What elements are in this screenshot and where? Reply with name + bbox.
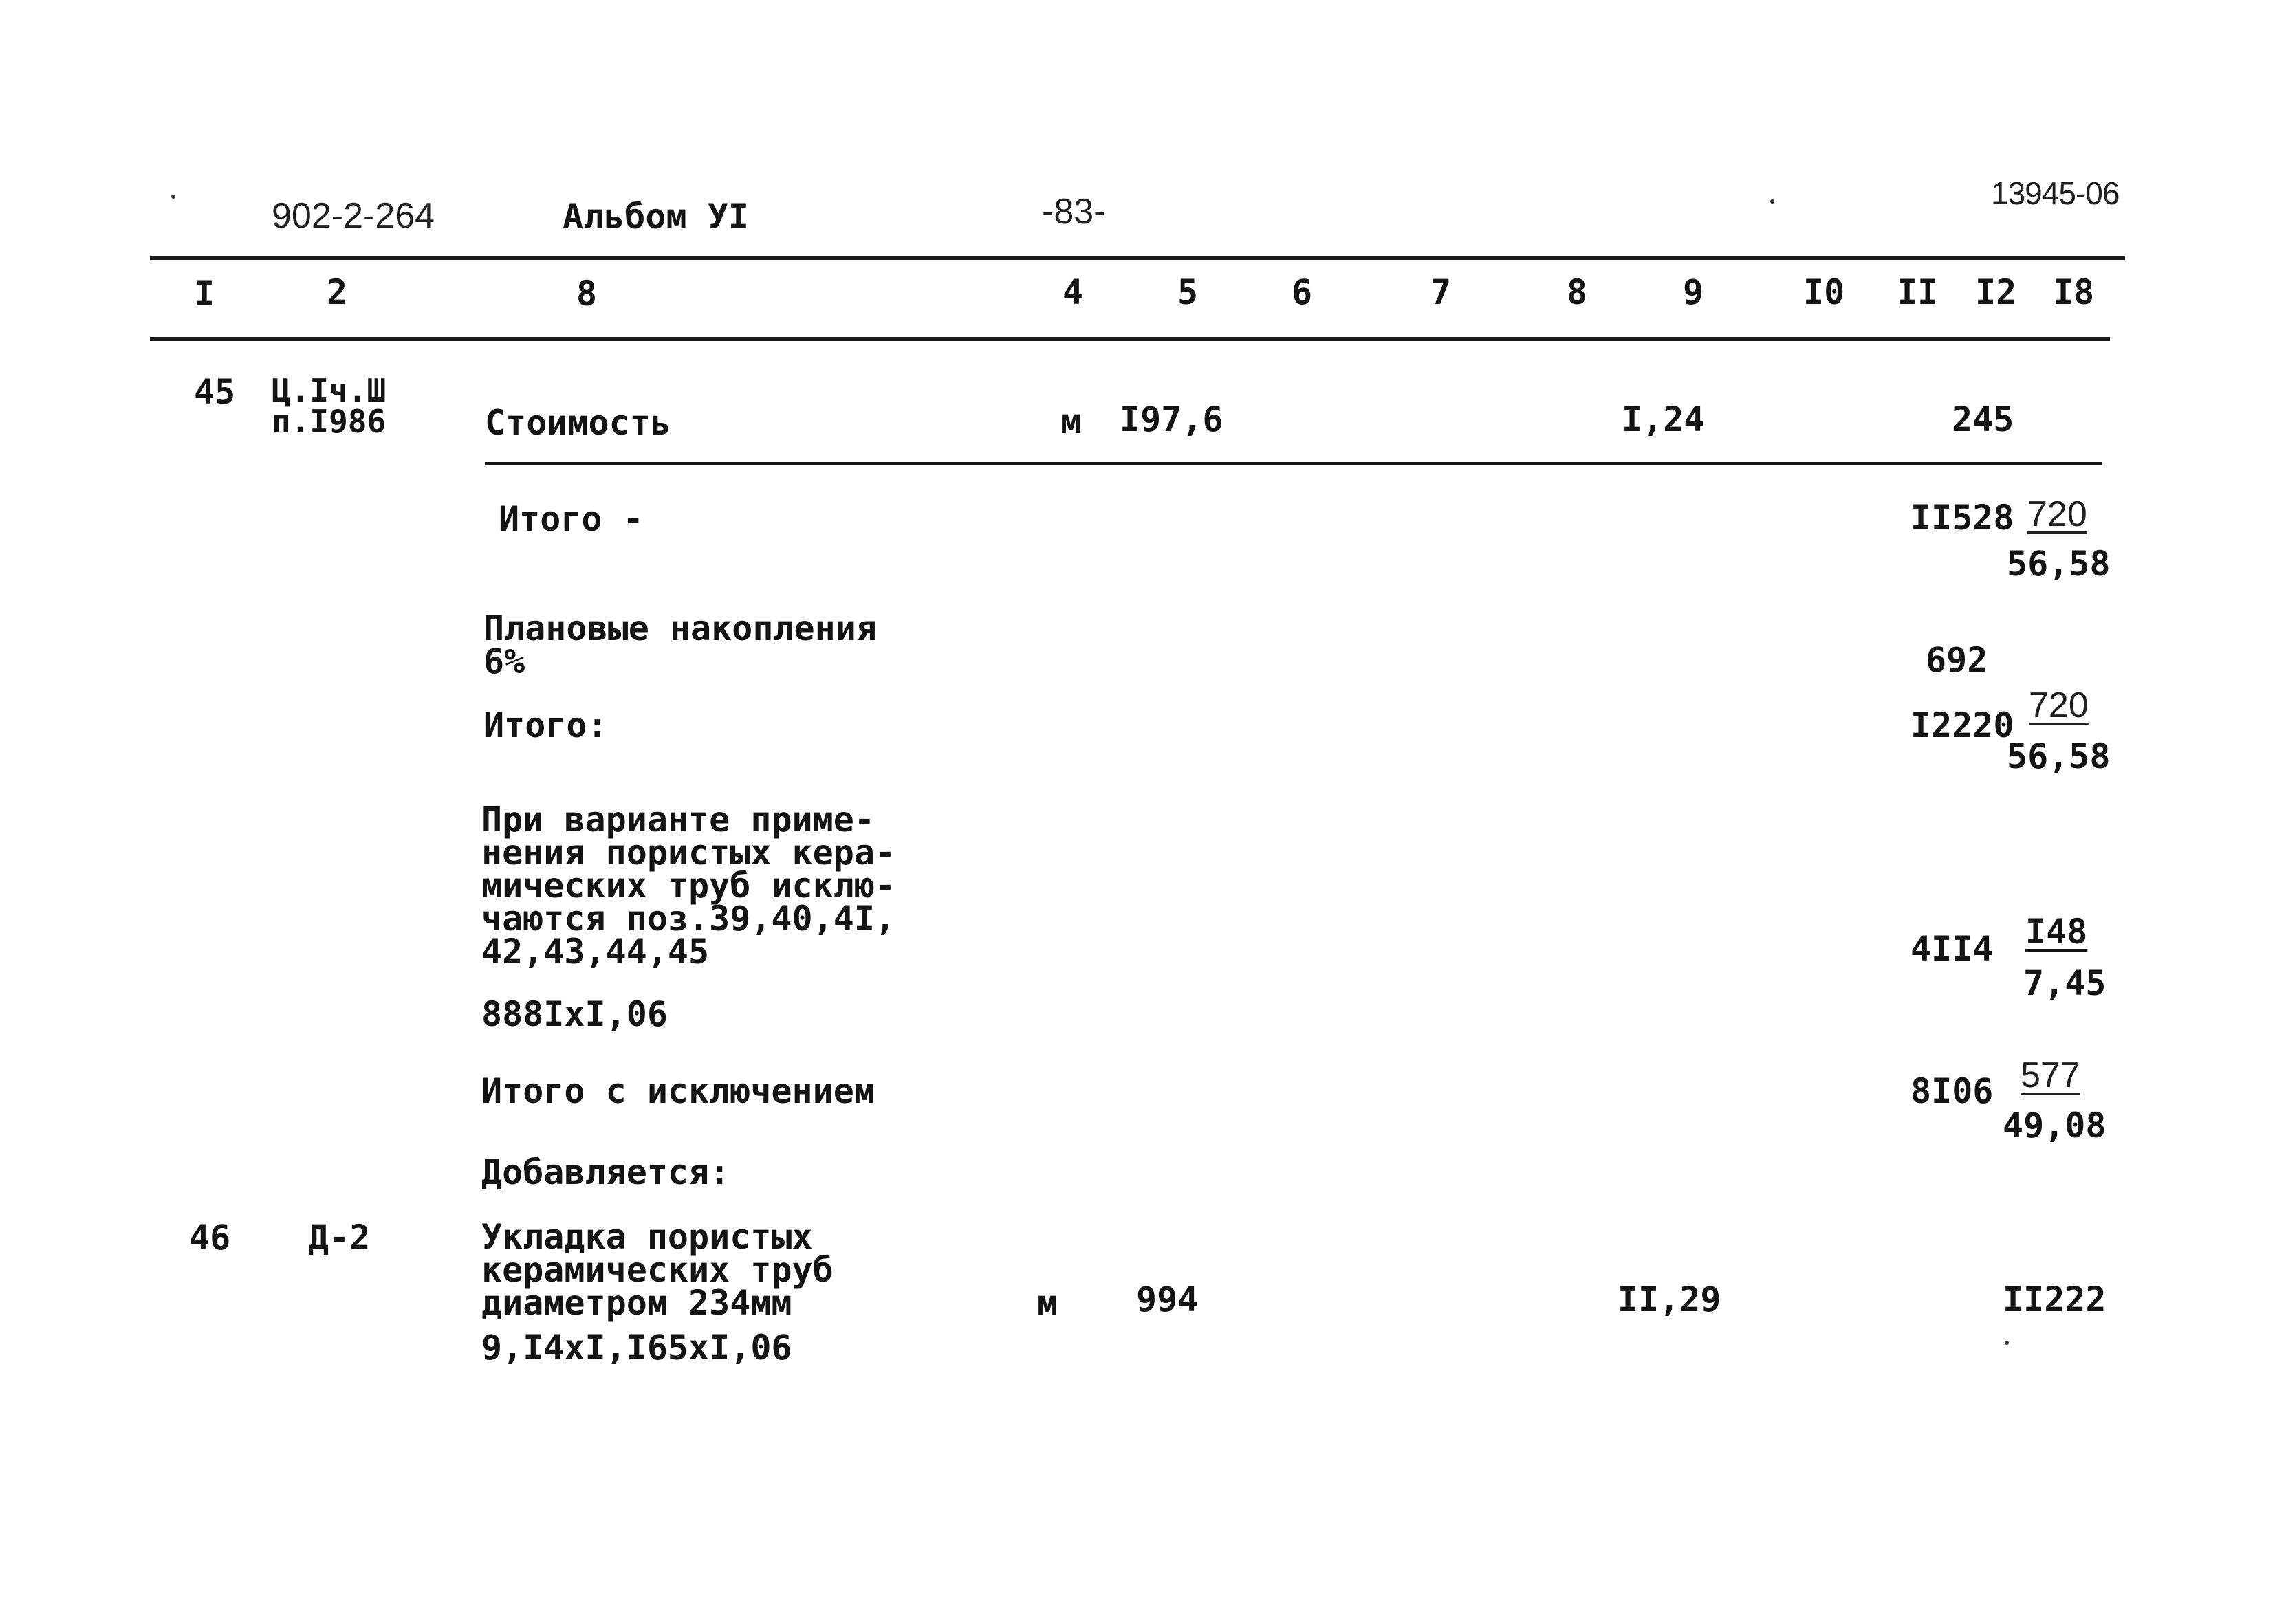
added-label: Добавляется:	[481, 1152, 730, 1192]
column-header: 5	[1177, 272, 1199, 312]
column-header: I8	[2053, 272, 2095, 312]
column-header: 4	[1063, 272, 1084, 312]
document-code: 13945-06	[1991, 175, 2120, 211]
total-cost: 245	[1952, 399, 2014, 439]
unit-price: I,24	[1622, 399, 1705, 439]
planned-label: Плановые накопления 6%	[483, 608, 877, 681]
column-header: 2	[327, 272, 348, 312]
column-header: 8	[576, 274, 598, 314]
variant-value: 4II4	[1911, 929, 1994, 969]
unit: м	[1037, 1283, 1058, 1323]
fraction-top: 720	[2029, 685, 2089, 725]
speck	[1770, 199, 1774, 204]
calculation: 888IxI,06	[481, 994, 668, 1034]
calculation: 9,I4xI,I65xI,06	[481, 1328, 792, 1368]
column-header: I2	[1975, 272, 2017, 312]
project-code: 902-2-264	[272, 196, 435, 236]
page-number: -83-	[1042, 192, 1106, 232]
subtotal-label: Итого -	[499, 499, 644, 539]
speck	[171, 195, 175, 199]
price-source: п.I986	[272, 403, 387, 440]
price-source: Д-2	[308, 1218, 371, 1258]
unit-price: II,29	[1618, 1280, 1721, 1319]
header-top-rule	[150, 256, 2125, 260]
fraction-top: I48	[2025, 912, 2088, 952]
row-number: 45	[194, 372, 236, 412]
subtotal-value: I2220	[1911, 705, 2014, 745]
fraction-top: 720	[2027, 494, 2087, 534]
subtotal-label: Итого:	[483, 705, 608, 745]
quantity: I97,6	[1120, 399, 1223, 439]
fraction-bottom: 7,45	[2023, 963, 2107, 1003]
fraction-bottom: 56,58	[2007, 736, 2111, 776]
row-rule	[485, 462, 2102, 465]
fraction-bottom: 49,08	[2003, 1106, 2107, 1145]
column-header: 9	[1683, 272, 1704, 312]
speck	[2005, 1341, 2009, 1345]
fraction-top: 577	[2021, 1055, 2080, 1095]
column-header: 8	[1567, 272, 1588, 312]
item-name: Стоимость	[485, 403, 671, 443]
subtotal-value: 8I06	[1911, 1071, 1994, 1111]
album-title: Альбом УI	[563, 197, 749, 237]
price-source: Ц.Iч.Ш	[272, 372, 387, 409]
subtotal-label: Итого с исключением	[481, 1071, 875, 1111]
fraction-bottom: 56,58	[2007, 544, 2111, 584]
column-header: II	[1897, 272, 1939, 312]
subtotal-value: II528	[1911, 498, 2014, 538]
header-bottom-rule	[150, 337, 2110, 341]
column-header: I0	[1803, 272, 1845, 312]
unit: м	[1060, 402, 1082, 441]
column-header: 6	[1292, 272, 1313, 312]
item-name: Укладка пористых керамических труб диаметром 234мм	[481, 1217, 834, 1323]
planned-value: 692	[1926, 640, 1988, 680]
variant-text: При варианте приме- нения пористых кера- мических труб исклю- чаются поз.39,40,4I, 42,43,44,45	[481, 800, 896, 972]
quantity: 994	[1136, 1280, 1199, 1319]
column-header: 7	[1430, 272, 1452, 312]
total-cost: II222	[2003, 1280, 2107, 1319]
column-header: I	[194, 274, 215, 314]
row-number: 46	[189, 1218, 231, 1258]
